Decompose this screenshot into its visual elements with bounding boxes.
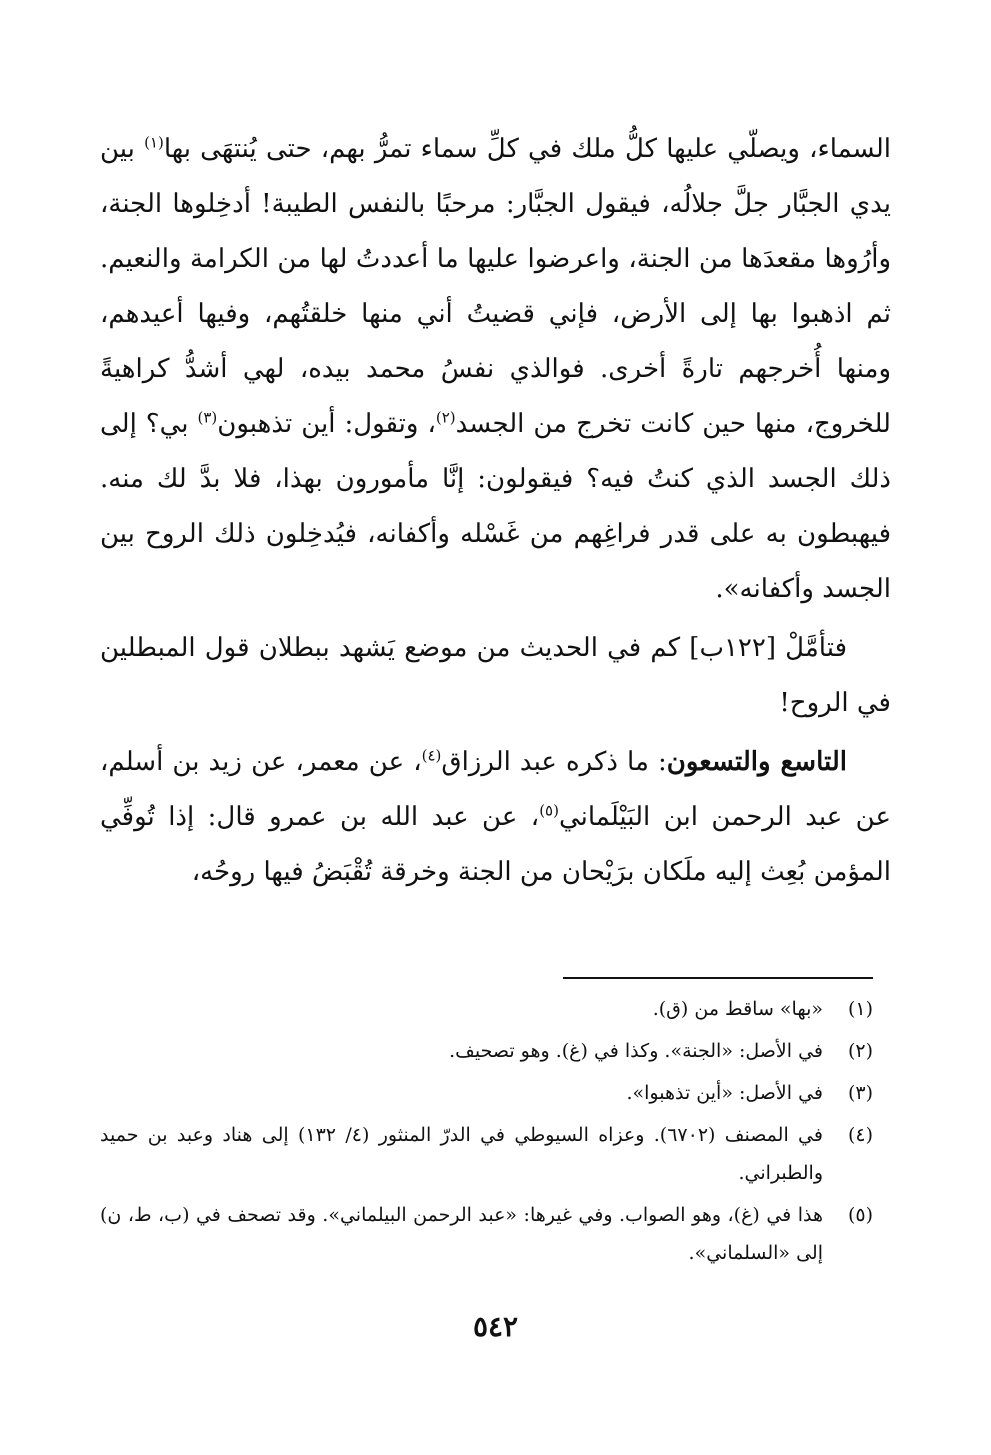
footnote-1 (100, 990, 873, 1028)
paragraph-1 (100, 122, 891, 617)
paragraph-1-part-4: بي؟ إلى ذلك الجسد الذي كنتُ فيه؟ فيقولون: إنَّا مأمورون بهذا، فلا بدَّ لك منه. فيهبطون به على قدر فراغِهم من غَسْله وأكفانه، فيُدخِلون ذلك الروح بين الجسد وأكفانه». (100, 409, 891, 604)
footnote-text: في الأصل: «الجنة». وكذا في (غ). وهو تصحيف. (449, 1040, 823, 1062)
paragraph-3-lead: التاسع والتسعون (666, 747, 847, 777)
footnote-number: (٥) (847, 1204, 873, 1226)
paragraph-2-text: فتأمَّلْ [١٢٢ب] كم في الحديث من موضع يَشهد ببطلان قول المبطلين في الروح! (100, 633, 891, 718)
footnote-separator (563, 977, 873, 979)
footnote-number: (٤) (847, 1124, 873, 1146)
footnote-3 (100, 1074, 873, 1112)
footnote-ref-3: (٣) (197, 408, 218, 427)
footnote-ref-1: (١) (144, 133, 164, 152)
paragraph-3-part-2: ، عن معمر، عن زيد بن أسلم، عن عبد الرحمن ابن البَيْلَماني (100, 747, 891, 832)
paragraph-1-part-3: ، وتقول: أين تذهبون (217, 409, 436, 439)
footnote-text: في المصنف (٦٧٠٢). وعزاه السيوطي في الدرّ المنثور (٤/ ١٣٢) إلى هناد وعبد بن حميد والطبراني. (100, 1124, 823, 1184)
footnotes (100, 990, 873, 1276)
footnote-ref-5: (٥) (539, 801, 559, 820)
page-number: ٥٤٢ (472, 1310, 519, 1343)
footnote-number: (٢) (847, 1040, 873, 1062)
footnote-4 (100, 1116, 873, 1192)
footnote-text: «بها» ساقط من (ق). (652, 998, 823, 1020)
footnote-2 (100, 1032, 873, 1070)
footnote-ref-4: (٤) (421, 746, 442, 765)
footnote-text: في الأصل: «أين تذهبوا». (626, 1082, 823, 1104)
paragraph-3-part-1: : ما ذكره عبد الرزاق (441, 747, 667, 777)
footnote-ref-2: (٢) (435, 408, 456, 427)
paragraph-1-part-1: السماء، ويصلّي عليها كلُّ ملك في كلِّ سماء تمرُّ بهم، حتى يُنتهَى بها (163, 134, 891, 164)
footnote-number: (١) (847, 998, 873, 1020)
footnote-number: (٣) (847, 1082, 873, 1104)
paragraph-2 (100, 621, 891, 731)
footnote-5 (100, 1196, 873, 1272)
main-text (100, 122, 891, 904)
paragraph-3-part-3: ، عن عبد الله بن عمرو قال: إذا تُوفِّي المؤمن بُعِث إليه ملَكان برَيْحان من الجنة وخرقة تُقْبَضُ فيها روحُه، (100, 802, 891, 887)
footnote-text: هذا في (غ)، وهو الصواب. وفي غيرها: «عبد الرحمن البيلماني». وقد تصحف في (ب، ط، ن) إلى «السلماني». (100, 1204, 823, 1264)
paragraph-1-part-2: بين يدي الجبَّار جلَّ جلالُه، فيقول الجبَّار: مرحبًا بالنفس الطيبة! أدخِلوها الجنة، وأرُوها مقعدَها من الجنة، واعرضوا عليها ما أعددتُ لها من الكرامة والنعيم. ثم اذهبوا بها إلى الأرض، فإني قضيتُ أني منها خلقتُهم، وفيها أعيدهم، ومنها أُخرجهم تارةً أخرى. فوالذي نفسُ محمد بيده، لهي أشدُّ كراهيةً للخروج، منها حين كانت تخرج من الجسد (100, 134, 891, 439)
paragraph-3 (100, 735, 891, 900)
